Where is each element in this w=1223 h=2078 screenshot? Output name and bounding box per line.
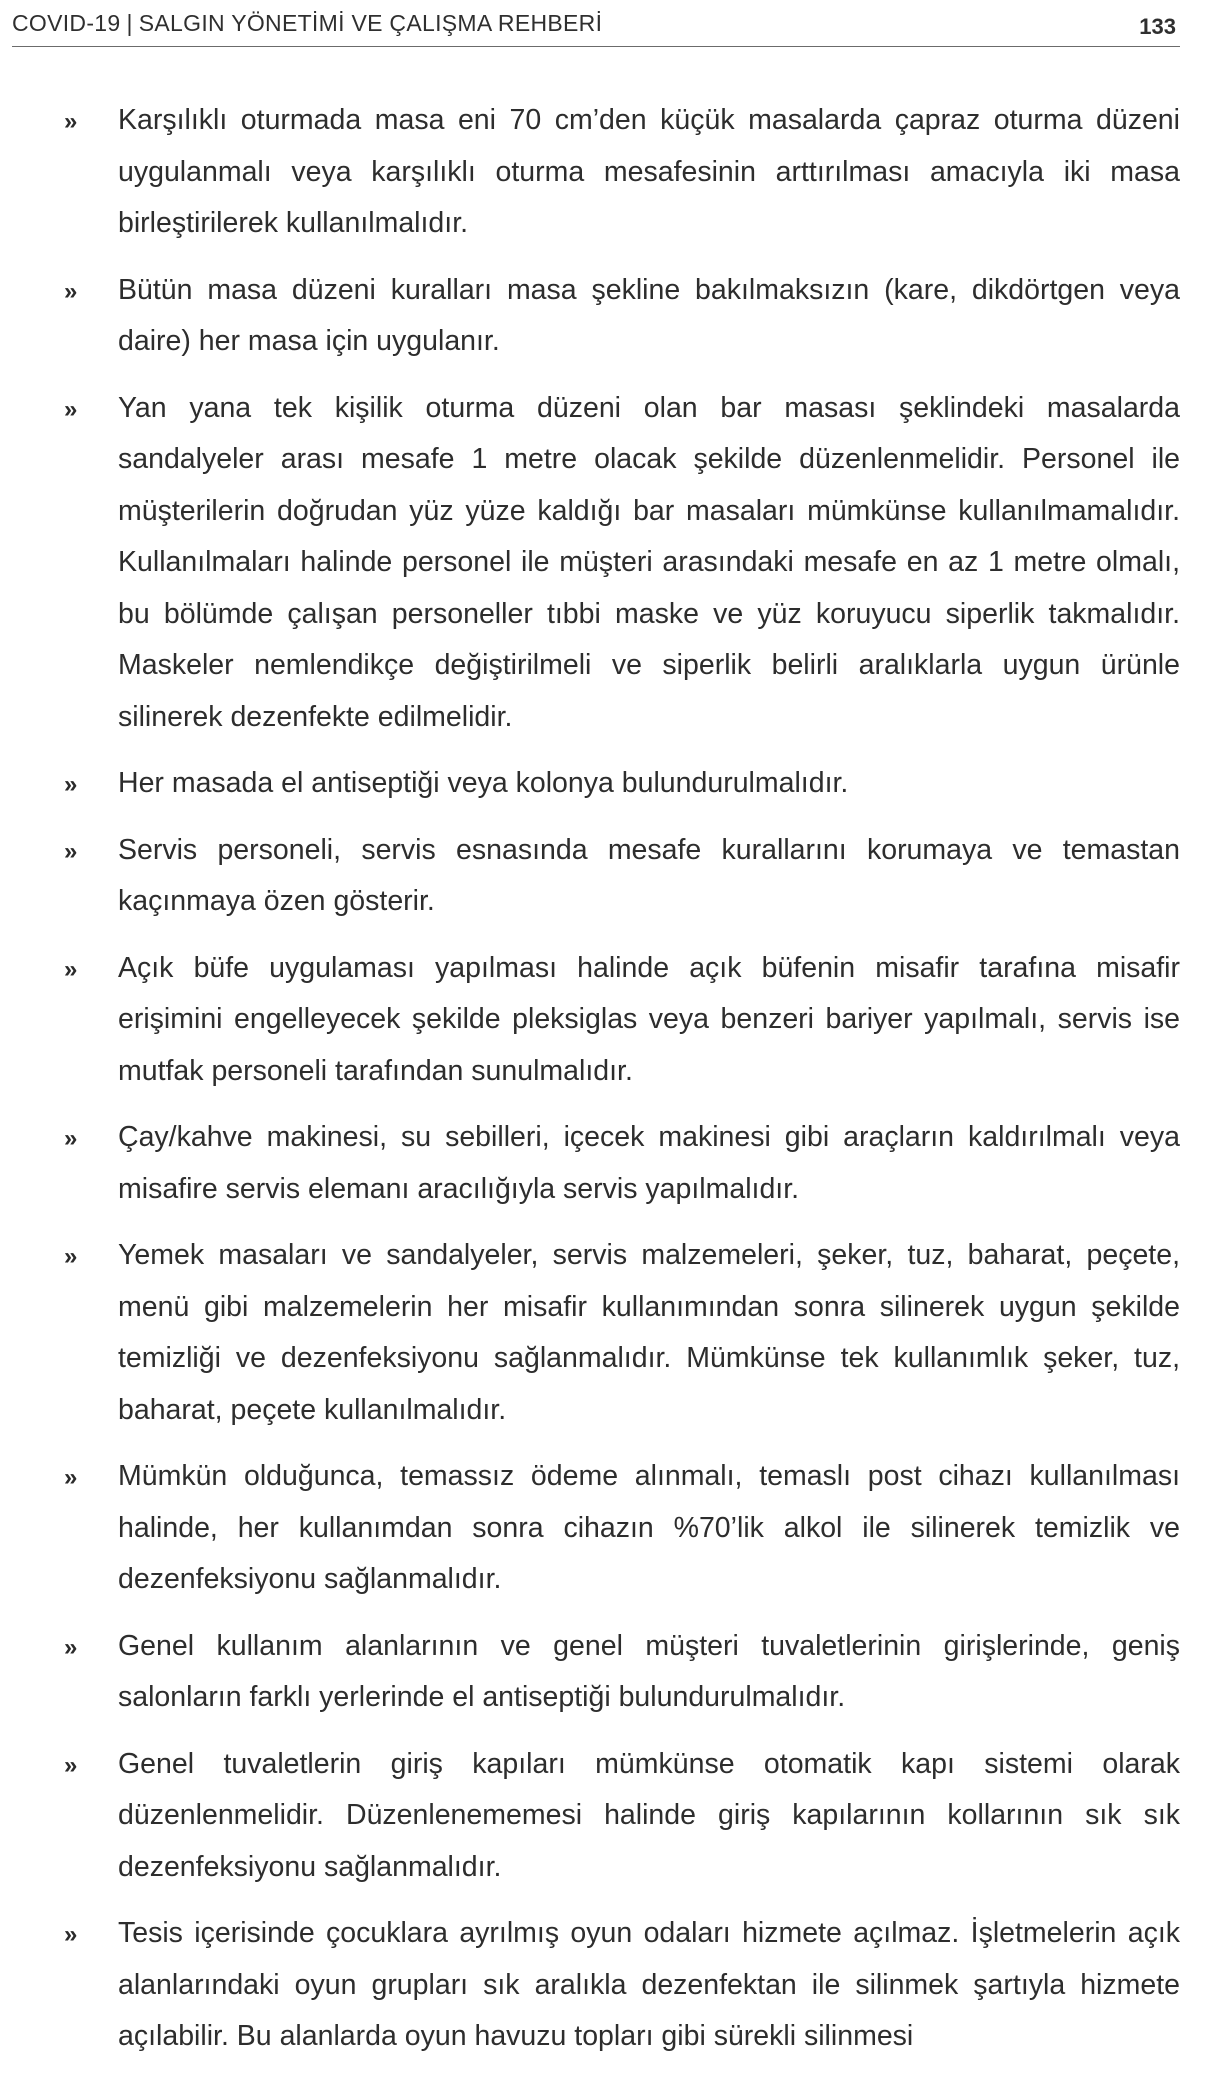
list-item-text: Bütün masa düzeni kuralları masa şekline bakılmaksızın (kare, dikdörtgen veya daire) her masa için uygulanır. <box>118 273 1180 357</box>
bullet-marker-icon: » <box>64 771 78 798</box>
list-item <box>62 95 1180 250</box>
list-item <box>62 1112 1180 1215</box>
running-title-left: COVID-19 <box>12 10 121 36</box>
list-item <box>62 1621 1180 1724</box>
list-item <box>62 943 1180 1098</box>
bullet-marker-icon: » <box>64 1243 78 1270</box>
list-item-text: Genel tuvaletlerin giriş kapıları mümkünse otomatik kapı sistemi olarak düzenlenmelidir. Düzenlenememesi halinde giriş kapılarının kollarının sık sık dezenfeksiyonu sağlanmalıdır. <box>118 1747 1180 1883</box>
list-item <box>62 1230 1180 1436</box>
page-header <box>12 6 1180 47</box>
list-item <box>62 1739 1180 1894</box>
page-number: 133 <box>1139 14 1176 39</box>
bullet-marker-icon: » <box>64 955 78 983</box>
list-item <box>62 825 1180 928</box>
list-item-text: Yemek masaları ve sandalyeler, servis malzemeleri, şeker, tuz, baharat, peçete, menü gibi malzemelerin her misafir kullanımından sonra silinerek uygun şekilde temizliği ve dezenfeksiyonu sağlanmalıdır. Mümkünse tek kullanımlık şeker, tuz, baharat, peçete kullanılmalıdır. <box>118 1239 1180 1426</box>
list-item-text: Genel kullanım alanlarının ve genel müşteri tuvaletlerinin girişlerinde, geniş salonların farklı yerlerinde el antiseptiği bulundurulmalıdır. <box>118 1629 1180 1713</box>
list-item-text: Her masada el antiseptiği veya kolonya bulundurulmalıdır. <box>118 767 849 799</box>
list-item <box>62 265 1180 368</box>
list-item-text: Mümkün olduğunca, temassız ödeme alınmalı, temaslı post cihazı kullanılması halinde, her kullanımdan sonra cihazın %70’lik alkol ile silinerek temizlik ve dezenfeksiyonu sağlanmalıdır. <box>118 1460 1180 1595</box>
list-item <box>62 1451 1180 1606</box>
list-item-text: Tesis içerisinde çocuklara ayrılmış oyun odaları hizmete açılmaz. İşletmelerin açık alanlarındaki oyun grupları sık aralıkla dezenfektan ile silinmek şartıyla hizmete açılabilir. Bu alanlarda oyun havuzu topları gibi sürekli silinmesi <box>118 1917 1180 2052</box>
bullet-marker-icon: » <box>64 1125 78 1152</box>
bullet-list <box>62 95 1180 2078</box>
list-item-text: Karşılıklı oturmada masa eni 70 cm’den küçük masalarda çapraz oturma düzeni uygulanmalı veya karşılıklı oturma mesafesinin arttırılması amacıyla iki masa birleştirilerek kullanılmalıdır. <box>118 104 1180 239</box>
list-item-text: Yan yana tek kişilik oturma düzeni olan bar masası şeklindeki masalarda sandalyeler arası mesafe 1 metre olacak şekilde düzenlenmelidir. Personel ile müşterilerin doğrudan yüz yüze kaldığı bar masaları mümkünse kullanılmamalıdır. Kullanılmaları halinde personel ile müşteri arasındaki mesafe en az 1 metre olmalı, bu bölümde çalışan personeller tıbbi maske ve yüz koruyucu siperlik takmalıdır. Maskeler nemlendikçe değiştirilmeli ve siperlik belirli aralıklarla uygun ürünle silinerek dezenfekte edilmelidir. <box>118 391 1180 733</box>
list-item <box>62 758 1180 810</box>
bullet-marker-icon: » <box>64 1633 78 1661</box>
list-item-text: Servis personeli, servis esnasında mesafe kurallarını korumaya ve temastan kaçınmaya özen gösterir. <box>118 833 1180 917</box>
list-item <box>62 1908 1180 2063</box>
bullet-marker-icon: » <box>64 837 78 865</box>
running-title <box>12 10 602 37</box>
bullet-marker-icon: » <box>64 395 78 423</box>
bullet-marker-icon: » <box>64 1751 78 1779</box>
running-title-separator: | <box>126 10 133 36</box>
list-item-text: Çay/kahve makinesi, su sebilleri, içecek makinesi gibi araçların kaldırılmalı veya misafire servis elemanı aracılığıyla servis yapılmalıdır. <box>118 1121 1180 1205</box>
list-item-text: Açık büfe uygulaması yapılması halinde açık büfenin misafir tarafına misafir erişimini engelleyecek şekilde pleksiglas veya benzeri bariyer yapılmalı, servis ise mutfak personeli tarafından sunulmalıdır. <box>118 951 1180 1087</box>
bullet-marker-icon: » <box>64 277 78 305</box>
bullet-marker-icon: » <box>64 108 78 135</box>
bullet-marker-icon: » <box>64 1464 78 1491</box>
running-title-right: SALGIN YÖNETİMİ VE ÇALIŞMA REHBERİ <box>138 10 603 36</box>
bullet-marker-icon: » <box>64 1921 78 1948</box>
list-item <box>62 383 1180 744</box>
